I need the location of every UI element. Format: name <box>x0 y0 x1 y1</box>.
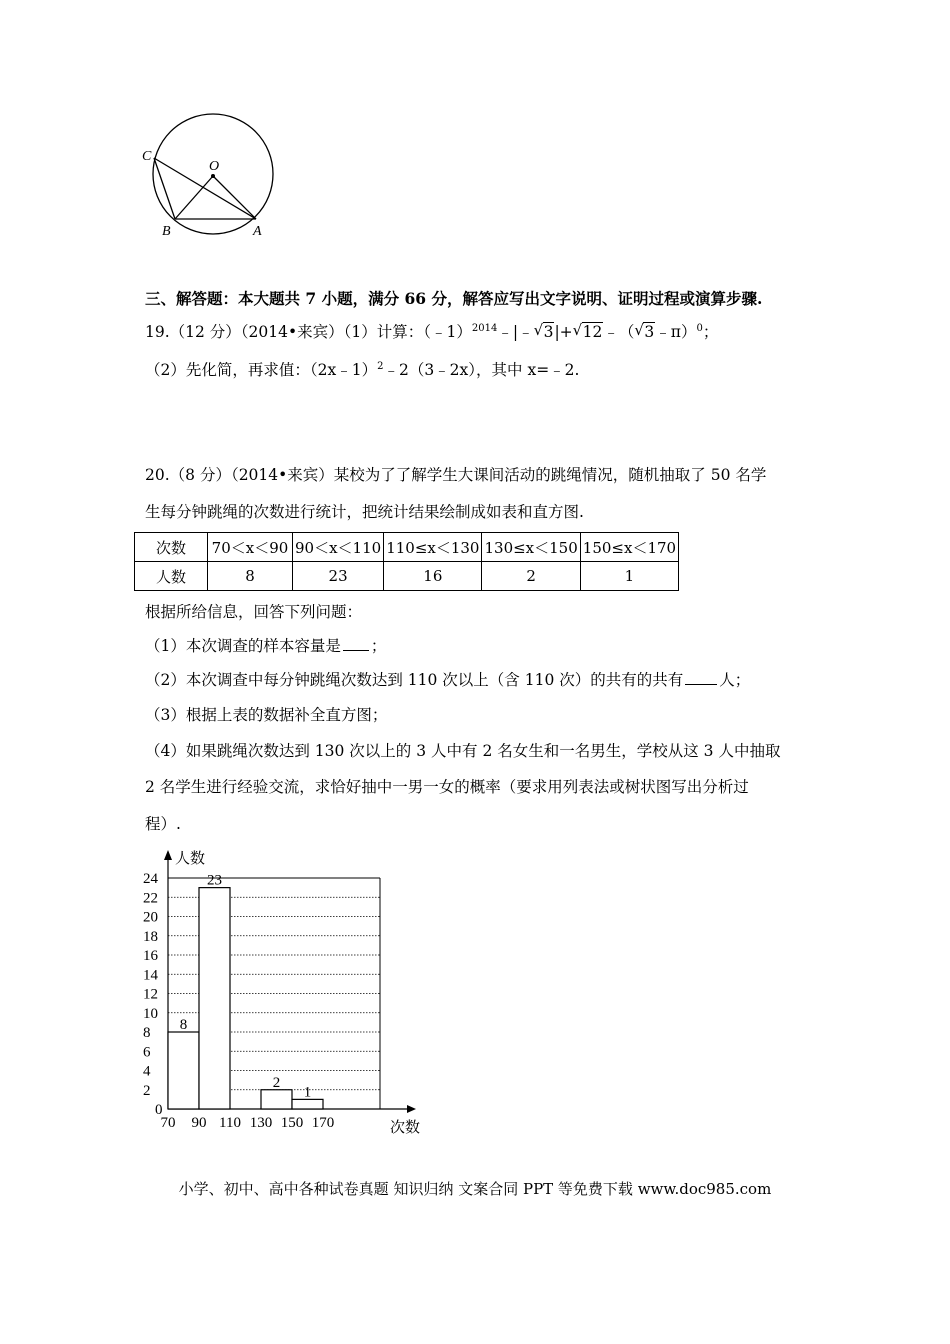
q20-part1 <box>145 634 386 656</box>
sqrt-3-b: √ 3 <box>634 321 655 341</box>
x-tick-label: 130 <box>249 1115 273 1131</box>
q19-line2 <box>145 358 579 380</box>
q19-prefix: 19.（12 分）（2014•来宾）（1）计算：（﹣1） <box>145 323 472 341</box>
table-cell-range: 150≤x＜170 <box>580 533 678 562</box>
x-axis-label: 次数 <box>390 1120 421 1136</box>
sqrt-3-a-arg: 3 <box>543 323 554 341</box>
label-a: A <box>253 224 262 239</box>
histogram-bar <box>168 1032 199 1109</box>
q19-exp1: 2014 <box>471 322 498 334</box>
q19-mid1: ﹣|﹣ <box>497 323 534 341</box>
q20-part2-text: （2）本次调查中每分钟跳绳次数达到 110 次以上（含 110 次）的共有的共有 <box>145 671 684 689</box>
q19-exp2: 0 <box>696 322 703 334</box>
y-tick-label: 10 <box>143 1005 158 1022</box>
y-tick-label: 18 <box>143 928 158 945</box>
circle-figure <box>135 110 285 245</box>
sqrt-12: √ 12 <box>572 321 603 341</box>
sqrt-3-a: √ 3 <box>533 321 554 341</box>
y-axis-label: 人数 <box>175 851 206 867</box>
histogram-chart <box>135 845 435 1140</box>
q20-part2-end: 人； <box>719 671 751 689</box>
histogram-bar <box>199 888 230 1109</box>
q20-part4-line1: （4）如果跳绳次数达到 130 次以上的 3 人中有 2 名女生和一名男生，学校从这 3 人中抽取 <box>145 742 781 760</box>
y-tick-label: 2 <box>143 1082 151 1099</box>
bar-data-label: 23 <box>207 872 222 889</box>
y-tick-label: 24 <box>143 871 158 887</box>
y-tick-label: 22 <box>143 890 158 907</box>
x-tick-label: 170 <box>311 1115 335 1131</box>
q19-part2-b: ﹣2（3﹣2x），其中 x=﹣2. <box>383 361 580 379</box>
table-header-people: 人数 <box>135 562 208 591</box>
y-tick-label: 4 <box>143 1063 151 1080</box>
segment-ca <box>154 158 256 219</box>
q20-intro-line2: 生每分钟跳绳的次数进行统计，把统计结果绘制成如表和直方图. <box>145 503 584 521</box>
x-tick-label: 90 <box>191 1115 207 1131</box>
x-tick-label: 70 <box>160 1115 176 1131</box>
q20-part4-line3: 程）. <box>145 815 181 833</box>
q19-mid3: ﹣（ <box>603 323 635 341</box>
q20-part3: （3）根据上表的数据补全直方图； <box>145 706 388 724</box>
histogram-bar <box>292 1099 323 1109</box>
q20-intro-line1: 20.（8 分）（2014•来宾）某校为了了解学生大课间活动的跳绳情况，随机抽取了 50 名学 <box>145 466 767 484</box>
table-cell-range: 130≤x＜150 <box>482 533 580 562</box>
bar-data-label: 2 <box>272 1074 281 1091</box>
sqrt-3-b-arg: 3 <box>644 323 655 341</box>
table-row-counts <box>135 562 679 591</box>
y-tick-label: 20 <box>143 909 158 926</box>
label-o: O <box>209 159 220 174</box>
q20-part1-end: ； <box>370 637 387 655</box>
table-cell-count: 2 <box>482 562 580 591</box>
section-header: 三、解答题：本大题共 7 小题，满分 66 分，解答应写出文字说明、证明过程或演算步骤. <box>145 289 763 308</box>
q20-part1-text: （1）本次调查的样本容量是 <box>145 637 341 655</box>
table-cell-range: 70＜x＜90 <box>208 533 293 562</box>
x-tick-label: 150 <box>280 1115 304 1131</box>
q20-part2 <box>145 668 750 690</box>
table-cell-count: 1 <box>580 562 678 591</box>
sqrt-12-arg: 12 <box>582 323 603 341</box>
q19-line1 <box>145 320 718 342</box>
table-row-ranges <box>135 533 679 562</box>
answer-blank[interactable] <box>343 636 369 651</box>
label-c: C <box>142 149 152 164</box>
y-tick-label: 14 <box>143 967 158 984</box>
label-b: B <box>162 224 171 239</box>
footer-text: 小学、初中、高中各种试卷真题 知识归纳 文案合同 PPT 等免费下载 www.doc985.com <box>178 1180 772 1198</box>
table-header-count-range: 次数 <box>135 533 208 562</box>
y-tick-label: 16 <box>143 948 158 964</box>
bar-data-label: 8 <box>179 1017 188 1033</box>
y-tick-label: 0 <box>155 1102 163 1118</box>
y-tick-label: 6 <box>143 1044 151 1061</box>
x-axis-arrow-icon <box>407 1105 416 1113</box>
q19-mid4: ﹣π） <box>655 323 697 341</box>
table-cell-count: 23 <box>293 562 384 591</box>
center-point <box>211 174 215 178</box>
table-cell-count: 8 <box>208 562 293 591</box>
bar-data-label: 1 <box>303 1084 312 1101</box>
table-cell-range: 90＜x＜110 <box>293 533 384 562</box>
histogram-bar <box>261 1090 292 1109</box>
q19-part2-exp: 2 <box>377 360 384 372</box>
y-axis-arrow-icon <box>164 850 172 860</box>
q19-mid2: |+ <box>554 323 573 341</box>
y-tick-label: 12 <box>143 986 158 1003</box>
answer-blank[interactable] <box>685 670 717 685</box>
x-tick-label: 110 <box>219 1115 241 1131</box>
y-tick-label: 8 <box>143 1025 151 1041</box>
q20-part4-line2: 2 名学生进行经验交流，求恰好抽中一男一女的概率（要求用列表法或树状图写出分析过 <box>145 778 749 796</box>
table-cell-range: 110≤x＜130 <box>384 533 482 562</box>
frequency-table <box>134 532 679 591</box>
q19-part2-a: （2）先化简，再求值：（2x﹣1） <box>145 361 378 379</box>
table-cell-count: 16 <box>384 562 482 591</box>
q20-lead: 根据所给信息，回答下列问题： <box>145 603 363 621</box>
q19-end: ； <box>702 323 719 341</box>
